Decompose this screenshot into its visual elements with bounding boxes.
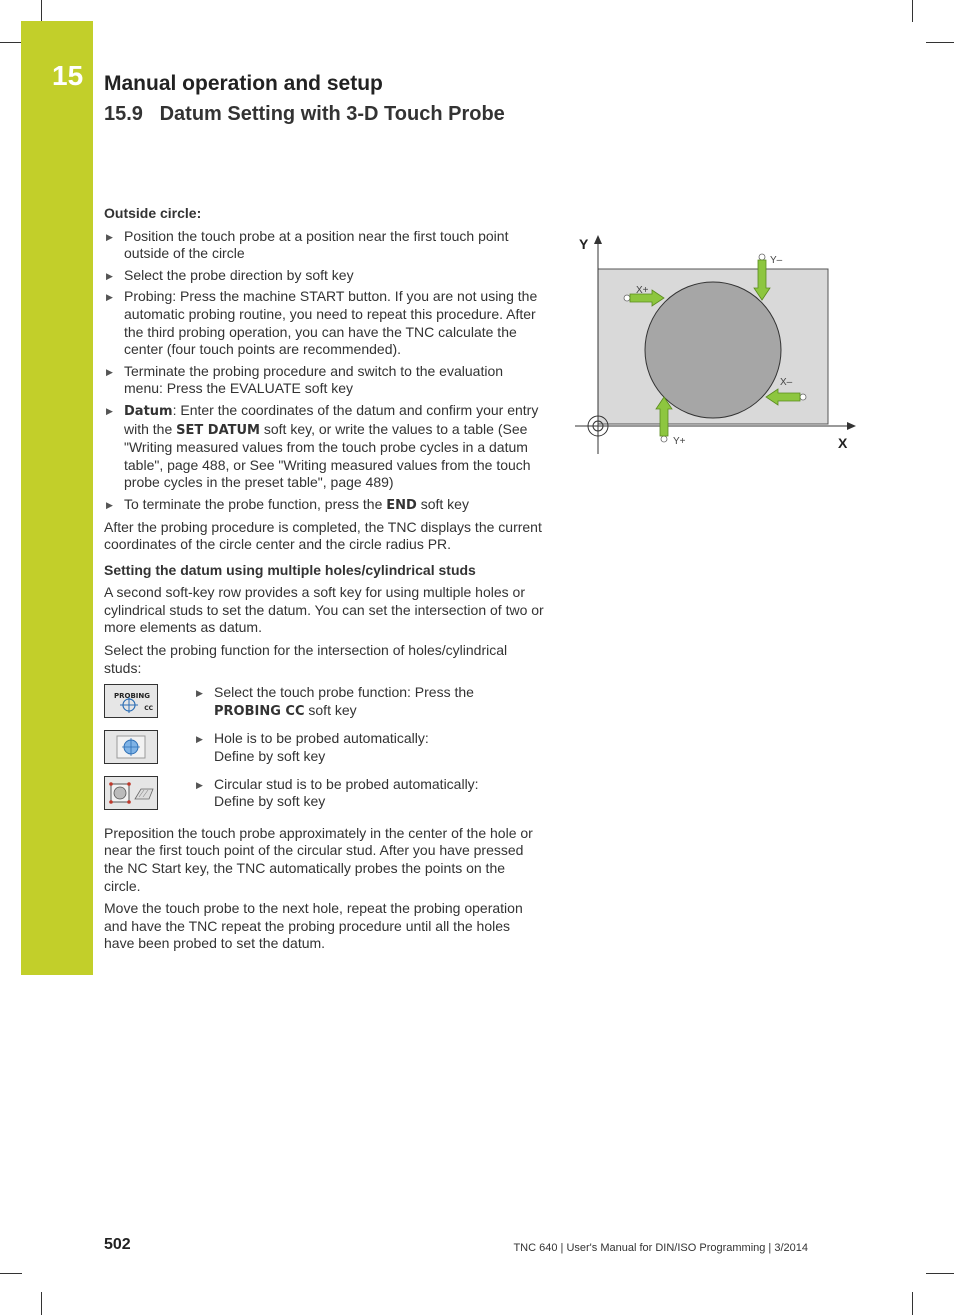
x-plus-label: X+ <box>636 285 649 296</box>
crop-mark <box>926 42 954 43</box>
datum-text-after: soft key, or write the values to a table (See "Writing measured values from the touch probe cycles in a datum table", page 488, or See "Writing measured values from the touch probe cycles in the preset table", page 489) <box>124 420 531 491</box>
stud-text <box>194 776 479 811</box>
axis-y-label: Y <box>579 236 589 252</box>
x-axis-arrowhead <box>847 422 856 430</box>
end-softkey: END <box>386 497 417 513</box>
hole-softkey-icon[interactable] <box>104 730 158 764</box>
stud-softkey-icon[interactable] <box>104 776 158 810</box>
main-content <box>104 205 544 958</box>
probing-cc-text-before: Select the touch probe function: Press the <box>214 684 474 701</box>
probing-cc-text <box>194 684 544 720</box>
outside-circle-steps <box>104 228 544 515</box>
multiple-holes-para2: Select the probing function for the intersection of holes/cylindrical studs: <box>104 642 508 676</box>
chapter-number: 15 <box>52 60 84 91</box>
section-title: 15.9 Datum Setting with 3-D Touch Probe <box>104 103 505 125</box>
footer-text: TNC 640 | User's Manual for DIN/ISO Programming | 3/2014 <box>513 1242 808 1254</box>
y-plus-label: Y+ <box>673 436 686 447</box>
stud-icon <box>105 777 157 809</box>
hole-line2: Define by soft key <box>214 748 326 765</box>
end-text-after: soft key <box>416 495 469 512</box>
axis-x-label: X <box>838 435 848 451</box>
datum-text-before: : Enter the coordinates of the datum and confirm your entry with the <box>124 401 539 437</box>
datum-step <box>104 402 544 492</box>
hole-line1: Hole is to be probed automatically: <box>214 730 429 747</box>
list-item: ▶ Select the probe direction by soft key <box>104 267 544 285</box>
result-paragraph: After the probing procedure is completed, the TNC displays the current coordinates of the circle center and the circle radius PR. <box>104 518 542 553</box>
end-step <box>104 496 544 515</box>
y-axis-arrowhead <box>594 235 602 244</box>
crop-mark <box>912 1292 913 1315</box>
crop-mark <box>926 1273 954 1274</box>
multiple-holes-heading: Setting the datum using multiple holes/cylindrical studs <box>104 561 476 578</box>
cc-softkey-label: CC <box>144 705 153 713</box>
crop-mark <box>0 1273 22 1274</box>
softkey-row-hole <box>104 730 544 765</box>
list-item: ▶ Terminate the probing procedure and switch to the evaluation menu: Press the EVALUATE soft key <box>104 363 544 398</box>
softkey-row-probing-cc <box>104 684 544 720</box>
end-text-before: To terminate the probe function, press the <box>124 495 387 512</box>
y-minus-label: Y– <box>770 255 783 266</box>
crop-mark <box>41 1292 42 1315</box>
outside-circle-figure <box>570 232 860 457</box>
page-number: 502 <box>104 1236 131 1253</box>
list-item: ▶ Position the touch probe at a position near the first touch point outside of the circle <box>104 228 544 263</box>
probing-cc-softkey: PROBING CC <box>214 703 305 719</box>
multiple-holes-para1: A second soft-key row provides a soft key for using multiple holes or cylindrical studs to set the datum. You can set the intersection of two or more elements as datum. <box>104 584 544 636</box>
multiple-holes-para3: Preposition the touch probe approximately in the center of the hole or near the first touch point of the circular stud. After you have pressed the NC Start key, the TNC automatically probes the points on the circle. <box>104 824 533 894</box>
chapter-sidebar <box>21 21 93 975</box>
crop-mark <box>41 0 42 22</box>
stud-line1: Circular stud is to be probed automatically: <box>214 775 479 792</box>
datum-key: Datum <box>124 403 173 419</box>
crop-mark <box>912 0 913 22</box>
probe-target-icon <box>105 685 157 717</box>
probing-cc-text-after: soft key <box>304 701 357 718</box>
probing-cc-softkey-icon[interactable] <box>104 684 158 718</box>
outside-circle-heading: Outside circle: <box>104 205 202 221</box>
circular-workpiece <box>645 282 781 418</box>
hole-text <box>194 730 429 765</box>
softkey-row-stud <box>104 776 544 811</box>
multiple-holes-para4: Move the touch probe to the next hole, repeat the probing operation and have the TNC repeat the probing procedure until all the holes have been probed to set the datum. <box>104 900 523 952</box>
set-datum-softkey: SET DATUM <box>176 422 260 438</box>
x-minus-label: X– <box>780 377 793 388</box>
probing-softkey-label: PROBING <box>114 692 151 701</box>
stud-line2: Define by soft key <box>214 793 326 810</box>
chapter-title: Manual operation and setup <box>104 72 383 95</box>
hole-icon <box>105 731 157 763</box>
crop-mark <box>0 42 22 43</box>
list-item: ▶ Probing: Press the machine START button. If you are not using the automatic probing routine, you need to repeat this procedure. After the third probing operation, you can have the TNC calculate the center (four touch points are recommended). <box>104 288 544 358</box>
